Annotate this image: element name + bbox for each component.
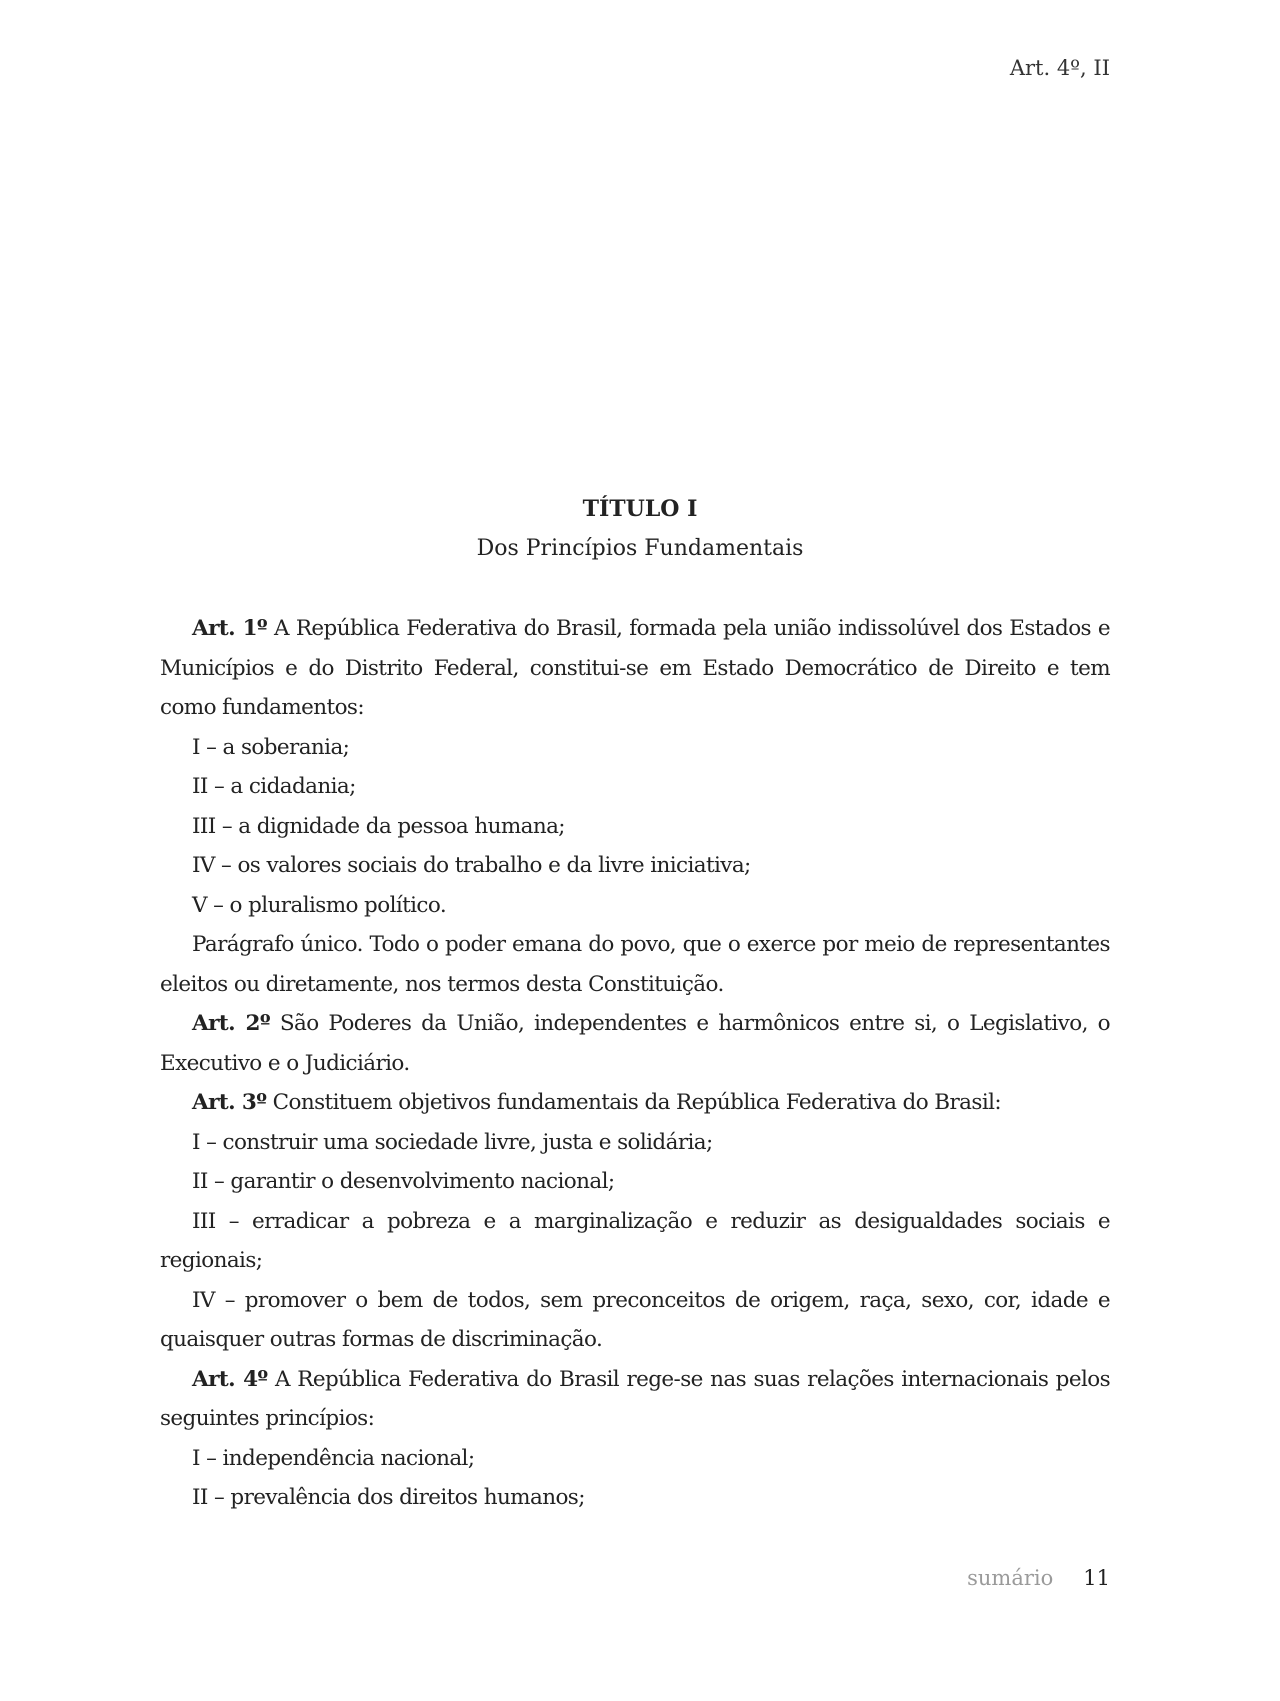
paragraph-art-4	[160, 1360, 1110, 1439]
page-footer	[967, 1566, 1110, 1590]
paragraph-text: I – construir uma sociedade livre, justa e solidária;	[192, 1129, 713, 1155]
paragraph-text: III – erradicar a pobreza e a marginalização e reduzir as desigualdades sociais e regionais;	[160, 1208, 1110, 1273]
paragraph-art-1	[160, 609, 1110, 728]
paragraph-text: III – a dignidade da pessoa humana;	[192, 813, 565, 839]
paragraph-text: Parágrafo único. Todo o poder emana do povo, que o exerce por meio de representantes eleitos ou diretamente, nos termos desta Constituição.	[160, 932, 1110, 997]
paragraph-text: I – a soberania;	[192, 734, 350, 760]
title-heading: TÍTULO I	[582, 496, 698, 522]
sumario-link[interactable]: sumário	[967, 1566, 1054, 1590]
article-label: Art. 4º	[192, 1366, 268, 1392]
paragraph-text: A República Federativa do Brasil, formada pela união indissolúvel dos Estados e Municípios e do Distrito Federal, constitui-se em Estado Democrático de Direito e tem como fundamentos:	[160, 616, 1110, 720]
paragraph-text: II – prevalência dos direitos humanos;	[192, 1485, 585, 1510]
paragraph-text: A República Federativa do Brasil rege-se nas suas relações internacionais pelos seguintes princípios:	[160, 1366, 1110, 1431]
paragraph-text: I – independência nacional;	[192, 1445, 475, 1471]
paragraph-text: V – o pluralismo político.	[192, 892, 447, 918]
article-label: Art. 2º	[192, 1011, 271, 1036]
title-block	[0, 494, 1280, 564]
paragraph-text: São Poderes da União, independentes e harmônicos entre si, o Legislativo, o Executivo e o Judiciário.	[160, 1011, 1110, 1076]
paragraph-item	[160, 728, 1110, 768]
running-head: Art. 4º, II	[1009, 56, 1110, 80]
paragraph-item	[160, 1281, 1110, 1360]
paragraph-unico	[160, 925, 1110, 1004]
paragraph-item	[160, 1478, 1110, 1518]
paragraph-item	[160, 1162, 1110, 1202]
title-subheading: Dos Princípios Fundamentais	[476, 536, 804, 561]
page-number: 11	[1083, 1566, 1110, 1590]
paragraph-art-2	[160, 1004, 1110, 1083]
article-label: Art. 3º	[192, 1090, 267, 1115]
paragraph-art-3	[160, 1083, 1110, 1123]
paragraph-item	[160, 1439, 1110, 1479]
article-label: Art. 1º	[192, 616, 268, 641]
paragraph-item	[160, 767, 1110, 807]
paragraph-text: II – a cidadania;	[192, 774, 356, 799]
paragraph-text: Constituem objetivos fundamentais da República Federativa do Brasil:	[266, 1090, 1002, 1115]
paragraph-text: IV – promover o bem de todos, sem preconceitos de origem, raça, sexo, cor, idade e quaisquer outras formas de discriminação.	[160, 1287, 1110, 1352]
paragraph-item	[160, 886, 1110, 926]
paragraph-text: II – garantir o desenvolvimento nacional;	[192, 1169, 615, 1194]
paragraph-item	[160, 807, 1110, 847]
paragraph-text: IV – os valores sociais do trabalho e da livre iniciativa;	[192, 853, 751, 878]
paragraph-item	[160, 1202, 1110, 1281]
constitution-text	[160, 609, 1110, 1518]
paragraph-item	[160, 846, 1110, 886]
paragraph-item	[160, 1123, 1110, 1163]
